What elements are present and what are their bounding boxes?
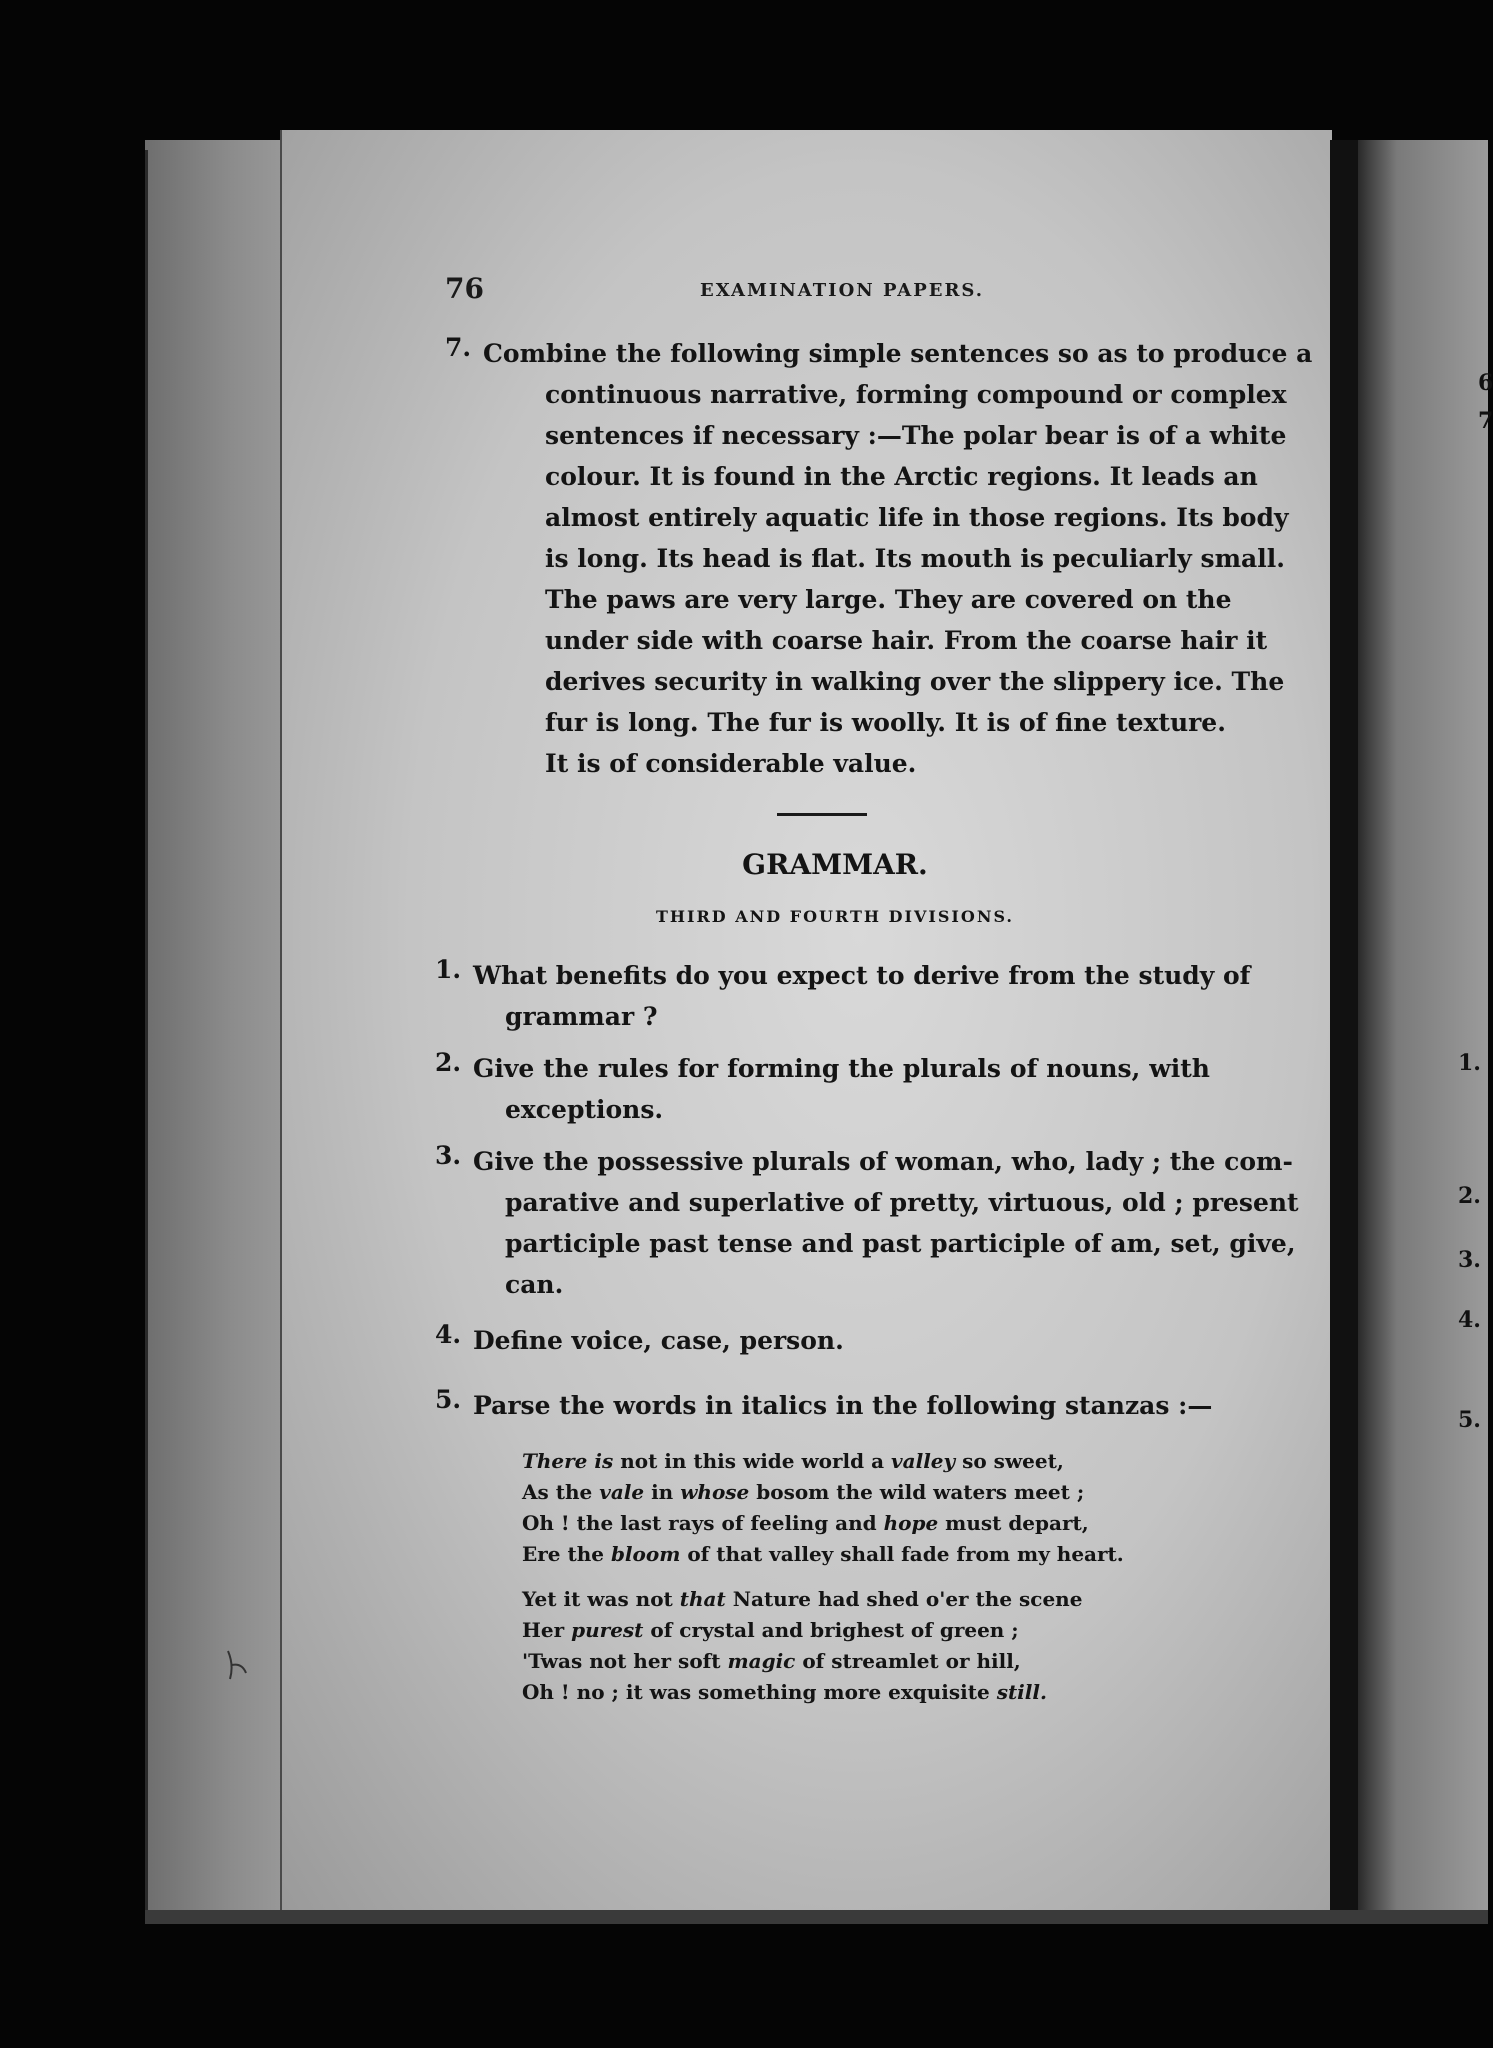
poem-line [522, 1477, 1122, 1508]
book-spine [1330, 140, 1358, 1910]
poem-text: Her [522, 1618, 572, 1642]
poem-stanza-1 [522, 1446, 1122, 1570]
italic-word: purest [571, 1618, 644, 1642]
poem-text: Nature had shed o'er the scene [725, 1587, 1083, 1611]
italic-word: bloom [610, 1542, 681, 1566]
grammar-question-1 [435, 955, 1251, 1037]
poem-text: must depart, [938, 1511, 1089, 1535]
italic-word: hope [883, 1511, 939, 1535]
poem-text: As the [522, 1480, 600, 1504]
italic-word: There is [522, 1449, 614, 1473]
question-number: 2. [435, 1048, 462, 1077]
question-line: Parse the words in italics in the following stanzas :— [473, 1391, 1213, 1420]
running-head [445, 272, 1225, 312]
facing-page-number: 2. [1458, 1183, 1481, 1209]
question-line: can. [505, 1270, 564, 1299]
question-line: parative and superlative of pretty, virtuous, old ; present [505, 1188, 1299, 1217]
question-number: 7. [445, 333, 472, 362]
question-line: What benefits do you expect to derive from the study of [473, 961, 1251, 990]
section-heading: GRAMMAR. [742, 848, 928, 881]
italic-word: magic [727, 1649, 796, 1673]
italic-word: that [679, 1587, 726, 1611]
question-line: grammar ? [505, 1002, 658, 1031]
question-line: Give the possessive plurals of woman, who, lady ; the com- [473, 1147, 1293, 1176]
poem-line [522, 1677, 1122, 1708]
facing-page-fragment: 7 [1478, 408, 1493, 434]
question-line: continuous narrative, forming compound or complex [545, 380, 1287, 409]
grammar-question-2 [435, 1048, 1210, 1130]
poem-line [522, 1539, 1122, 1570]
poem-line [522, 1584, 1122, 1615]
facing-page-number: 1. [1458, 1050, 1481, 1076]
question-number: 5. [435, 1385, 462, 1414]
pencil-mark [222, 1645, 252, 1685]
question-7 [445, 333, 1313, 784]
italic-word: valley [891, 1449, 956, 1473]
question-line: derives security in walking over the slippery ice. The [545, 667, 1285, 696]
poem-text: of crystal and brighest of green ; [643, 1618, 1019, 1642]
question-line: Define voice, case, person. [473, 1326, 844, 1355]
running-title: EXAMINATION PAPERS. [700, 280, 985, 301]
poem-text: Ere the [522, 1542, 611, 1566]
poem-stanza-2 [522, 1584, 1122, 1708]
page-number: 76 [445, 272, 484, 305]
question-number: 1. [435, 955, 462, 984]
question-line: fur is long. The fur is woolly. It is of fine texture. [545, 708, 1226, 737]
poem-line [522, 1646, 1122, 1677]
question-line: It is of considerable value. [545, 749, 917, 778]
question-line: Give the rules for forming the plurals of nouns, with [473, 1054, 1210, 1083]
facing-page-number: 3. [1458, 1247, 1481, 1273]
poem-text: bosom the wild waters meet ; [749, 1480, 1085, 1504]
section-subheading: THIRD AND FOURTH DIVISIONS. [655, 907, 1014, 926]
question-line: The paws are very large. They are covered on the [545, 585, 1232, 614]
facing-page-number: 5. [1458, 1407, 1481, 1433]
poem-text: Yet it was not [522, 1587, 680, 1611]
poem-text: of that valley shall fade from my heart. [680, 1542, 1124, 1566]
poem-text: Oh ! the last rays of feeling and [522, 1511, 884, 1535]
question-line: sentences if necessary :—The polar bear is of a white [545, 421, 1287, 450]
page-edge-line [145, 150, 148, 1910]
question-number: 4. [435, 1320, 462, 1349]
question-line: exceptions. [505, 1095, 664, 1124]
poem-text: 'Twas not her soft [522, 1649, 728, 1673]
grammar-question-3 [435, 1141, 1299, 1305]
question-line: Combine the following simple sentences so as to produce a [483, 339, 1313, 368]
poem-line [522, 1508, 1122, 1539]
question-line: participle past tense and past participle of am, set, give, [505, 1229, 1296, 1258]
section-divider [777, 813, 867, 816]
question-line: colour. It is found in the Arctic regions. It leads an [545, 462, 1258, 491]
grammar-question-4 [435, 1320, 1210, 1361]
poem-text: of streamlet or hill, [795, 1649, 1021, 1673]
italic-word: still. [996, 1680, 1047, 1704]
poem-text: so sweet, [955, 1449, 1064, 1473]
question-number: 3. [435, 1141, 462, 1170]
facing-page-edge [1358, 140, 1488, 1910]
italic-word: whose [680, 1480, 750, 1504]
previous-page-edge [145, 140, 290, 1910]
question-line: is long. Its head is flat. Its mouth is peculiarly small. [545, 544, 1285, 573]
poem-text: Oh ! no ; it was something more exquisite [522, 1680, 997, 1704]
poem-text: not in this wide world a [613, 1449, 892, 1473]
page-bottom-edge [145, 1910, 1488, 1924]
poem-text: in [644, 1480, 681, 1504]
question-line: almost entirely aquatic life in those regions. Its body [545, 503, 1289, 532]
facing-page-fragment: 6 [1478, 370, 1493, 396]
italic-word: vale [599, 1480, 645, 1504]
poem-line [522, 1615, 1122, 1646]
grammar-question-5 [435, 1385, 1213, 1426]
poem-line [522, 1446, 1122, 1477]
question-line: under side with coarse hair. From the coarse hair it [545, 626, 1268, 655]
facing-page-number: 4. [1458, 1307, 1481, 1333]
